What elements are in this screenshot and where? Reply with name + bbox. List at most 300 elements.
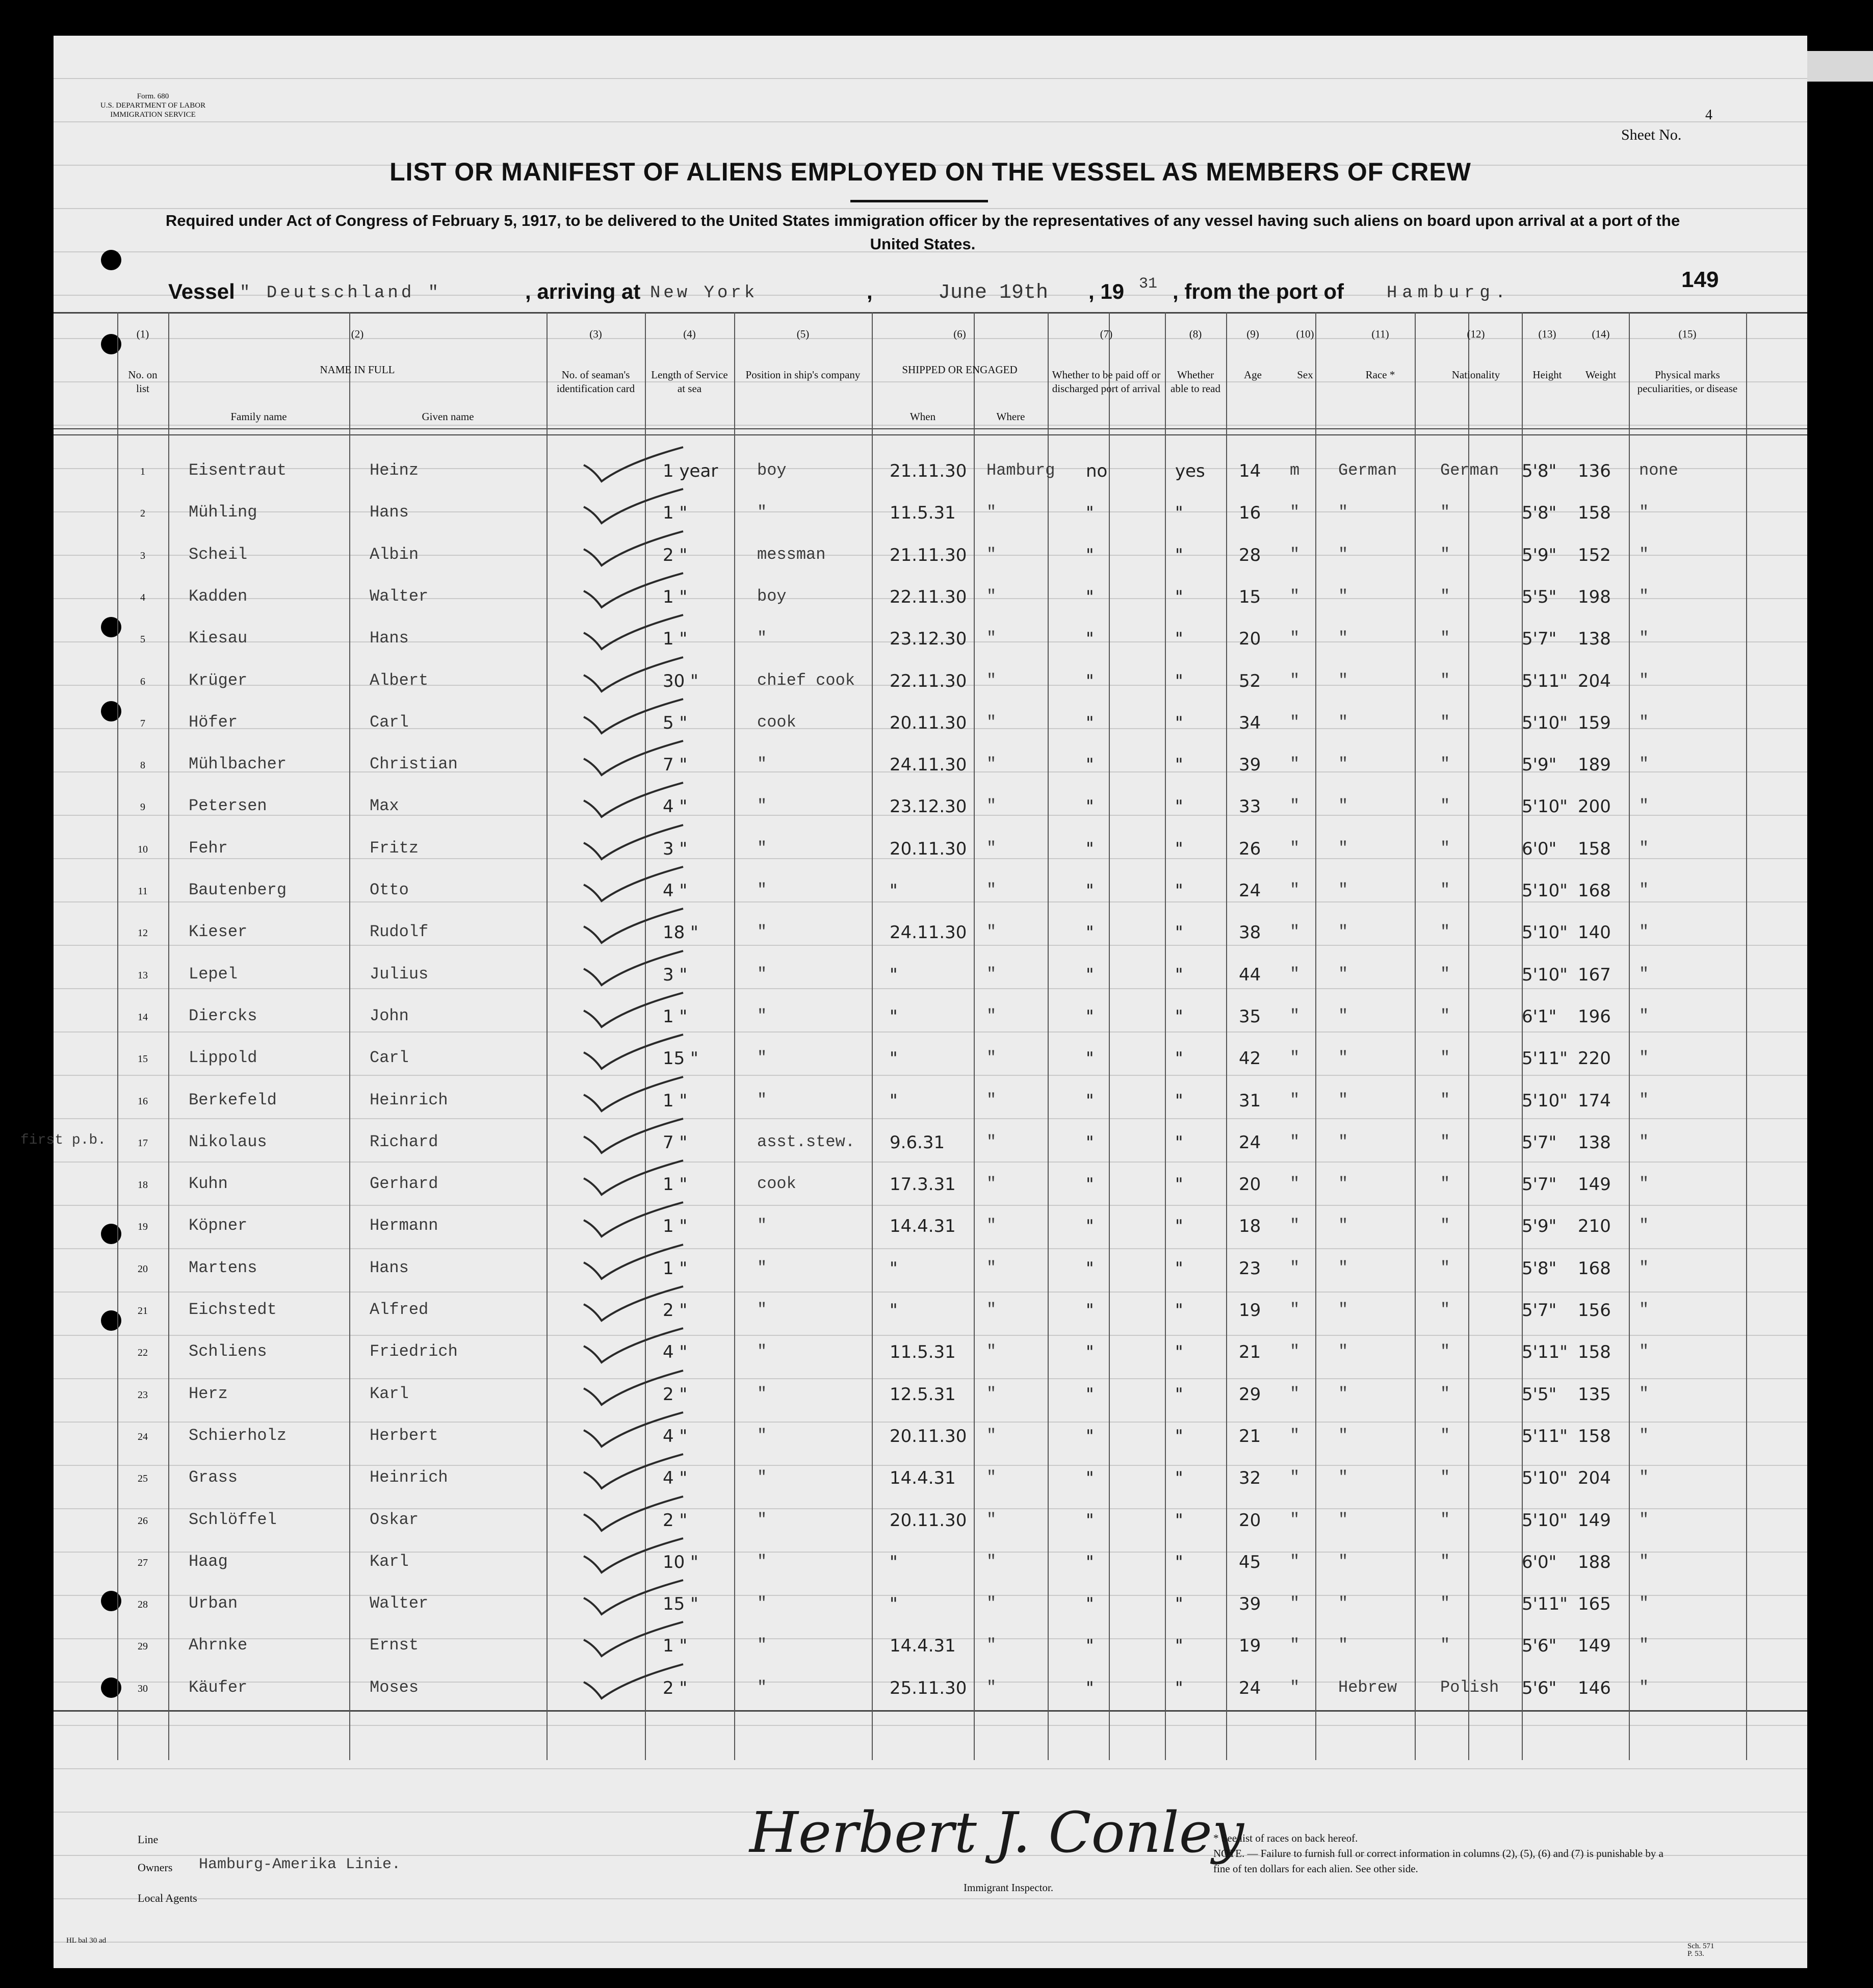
- physical-marks: ": [1639, 1342, 1649, 1361]
- shipped-date: 22.11.30: [890, 670, 967, 691]
- column-header: Length of Service at sea: [651, 369, 728, 395]
- service-length: 3 ": [663, 838, 688, 859]
- service-length: 7 ": [663, 1132, 688, 1153]
- physical-marks: ": [1639, 1636, 1649, 1655]
- ship-position: ": [757, 1552, 767, 1571]
- list-number: 21: [138, 1305, 148, 1316]
- list-number: 28: [138, 1599, 148, 1611]
- weight: 210: [1578, 1216, 1611, 1237]
- age: 20: [1239, 629, 1261, 650]
- family-name: Scheil: [189, 545, 248, 564]
- physical-marks: ": [1639, 1090, 1649, 1109]
- sex: ": [1290, 670, 1300, 690]
- height: 5'8": [1522, 461, 1557, 481]
- row-annotation: first p.b.: [20, 1132, 107, 1148]
- ship-position: ": [757, 964, 767, 984]
- service-length: 1 ": [663, 1174, 688, 1195]
- paid-off: ": [1086, 1552, 1094, 1572]
- sex: ": [1290, 1090, 1300, 1109]
- sex: ": [1290, 629, 1300, 648]
- race: ": [1338, 1636, 1348, 1655]
- weight: 167: [1578, 964, 1611, 985]
- family-name: Eisentraut: [189, 461, 287, 480]
- column-number: (10): [1296, 328, 1314, 340]
- height: 5'5": [1522, 1384, 1557, 1405]
- ship-position: ": [757, 1090, 767, 1109]
- physical-marks: ": [1639, 1384, 1649, 1403]
- ship-position: ": [757, 503, 767, 522]
- race: ": [1338, 629, 1348, 648]
- able-to-read: ": [1175, 796, 1183, 817]
- physical-marks: ": [1639, 712, 1649, 732]
- column-number: (3): [589, 328, 602, 340]
- family-name: Grass: [189, 1468, 238, 1487]
- shipped-place: ": [986, 1552, 997, 1571]
- checkmark-icon: [581, 990, 698, 1036]
- sex: ": [1290, 755, 1300, 774]
- given-name: Karl: [370, 1384, 409, 1403]
- table-header-bottom-rule: [54, 434, 1807, 435]
- column-subheader: When: [909, 410, 936, 423]
- race: ": [1338, 1174, 1348, 1194]
- physical-marks: ": [1639, 964, 1649, 984]
- physical-marks: ": [1639, 545, 1649, 564]
- list-number: 26: [138, 1515, 148, 1527]
- weight: 138: [1578, 1132, 1611, 1153]
- paid-off: ": [1086, 1048, 1094, 1069]
- family-name: Schliens: [189, 1342, 267, 1361]
- nationality: Polish: [1440, 1677, 1499, 1697]
- shipped-date: 12.5.31: [890, 1384, 956, 1405]
- crew-table: [20, 312, 1807, 1760]
- age: 21: [1239, 1342, 1261, 1363]
- sex: ": [1290, 1258, 1300, 1277]
- list-number: 15: [138, 1053, 148, 1065]
- column-header: No. on list: [128, 369, 158, 395]
- paid-off: ": [1086, 712, 1094, 733]
- paid-off: ": [1086, 1090, 1094, 1111]
- family-name: Mühling: [189, 503, 257, 522]
- checkmark-icon: [581, 571, 698, 616]
- nationality: ": [1440, 1048, 1450, 1068]
- family-name: Haag: [189, 1552, 228, 1571]
- weight: 149: [1578, 1510, 1611, 1531]
- able-to-read: ": [1175, 1552, 1183, 1572]
- given-name: Carl: [370, 712, 409, 732]
- given-name: Herbert: [370, 1426, 438, 1445]
- departure-port: Hamburg.: [1387, 283, 1511, 303]
- column-number: (12): [1467, 328, 1485, 340]
- weight: 168: [1578, 881, 1611, 901]
- column-header: Position in ship's company: [745, 369, 861, 381]
- vessel-name: " Deutschland ": [240, 283, 442, 303]
- height: 5'8": [1522, 1258, 1557, 1279]
- schedule-number: Sch. 571: [1687, 1942, 1714, 1950]
- service-length: 15 ": [663, 1594, 698, 1615]
- nationality: ": [1440, 1384, 1450, 1403]
- service-length: 4 ": [663, 796, 688, 817]
- paid-off: ": [1086, 1468, 1094, 1489]
- service-length: 1 ": [663, 1006, 688, 1027]
- height: 5'6": [1522, 1636, 1557, 1657]
- ship-position: boy: [757, 461, 787, 480]
- sex: ": [1290, 922, 1300, 942]
- penalty-note: NOTE. — Failure to furnish full or correct information in columns (2), (5), (6) and (7) is punishable by a fine of ten dollars for each alien. See other side.: [1213, 1847, 1663, 1875]
- checkmark-icon: [581, 1158, 698, 1204]
- given-name: Carl: [370, 1048, 409, 1068]
- vessel-label: Vessel: [168, 279, 235, 303]
- physical-marks: none: [1639, 461, 1678, 480]
- column-number: (1): [136, 328, 149, 340]
- table-top-rule: [54, 312, 1807, 314]
- physical-marks: ": [1639, 1132, 1649, 1151]
- paid-off: ": [1086, 881, 1094, 901]
- race-note: * See list of races on back hereof.: [1213, 1832, 1358, 1844]
- physical-marks: ": [1639, 1468, 1649, 1487]
- sex: ": [1290, 1342, 1300, 1361]
- arriving-label: , arriving at: [525, 279, 641, 303]
- service-length: 15 ": [663, 1048, 698, 1069]
- ship-position: ": [757, 629, 767, 648]
- nationality: ": [1440, 1090, 1450, 1109]
- race: ": [1338, 586, 1348, 606]
- nationality: ": [1440, 1216, 1450, 1235]
- nationality: ": [1440, 1258, 1450, 1277]
- checkmark-icon: [581, 1200, 698, 1246]
- shipped-date: 14.4.31: [890, 1216, 956, 1237]
- given-name: John: [370, 1006, 409, 1025]
- local-agents-label: Local Agents: [138, 1892, 197, 1904]
- weight: 158: [1578, 1426, 1611, 1447]
- paid-off: ": [1086, 1636, 1094, 1657]
- service-length: 2 ": [663, 1510, 688, 1531]
- shipped-date: ": [890, 1090, 898, 1111]
- given-name: Albert: [370, 670, 429, 690]
- race: ": [1338, 922, 1348, 942]
- weight: 198: [1578, 586, 1611, 607]
- family-name: Nikolaus: [189, 1132, 267, 1151]
- able-to-read: ": [1175, 1384, 1183, 1405]
- able-to-read: ": [1175, 1468, 1183, 1489]
- page-stamp-number: 149: [1681, 267, 1719, 292]
- physical-marks: ": [1639, 1552, 1649, 1571]
- nationality: ": [1440, 1342, 1450, 1361]
- service-length: 30 ": [663, 670, 698, 691]
- checkmark-icon: [581, 738, 698, 784]
- able-to-read: ": [1175, 1510, 1183, 1531]
- weight: 189: [1578, 755, 1611, 776]
- able-to-read: ": [1175, 1342, 1183, 1363]
- race: ": [1338, 964, 1348, 984]
- weight: 138: [1578, 629, 1611, 650]
- paid-off: ": [1086, 755, 1094, 776]
- height: 5'10": [1522, 1510, 1568, 1531]
- given-name: Julius: [370, 964, 429, 984]
- footer-notes: [1213, 1830, 1672, 1876]
- ship-position: ": [757, 1594, 767, 1613]
- given-name: Hans: [370, 503, 409, 522]
- age: 35: [1239, 1006, 1261, 1027]
- checkmark-icon: [581, 822, 698, 868]
- list-number: 22: [138, 1347, 148, 1359]
- given-name: Moses: [370, 1677, 419, 1697]
- checkmark-icon: [581, 780, 698, 826]
- list-number: 2: [140, 508, 145, 520]
- margin-code: HL bal 30 ad: [66, 1937, 107, 1945]
- column-number: (14): [1592, 328, 1610, 340]
- ship-position: cook: [757, 712, 796, 732]
- shipped-place: ": [986, 796, 997, 816]
- checkmark-icon: [581, 948, 698, 994]
- nationality: ": [1440, 922, 1450, 942]
- height: 5'10": [1522, 964, 1568, 985]
- nationality: ": [1440, 545, 1450, 564]
- checkmark-icon: [581, 1494, 698, 1540]
- weight: 220: [1578, 1048, 1611, 1069]
- shipped-place: ": [986, 922, 997, 942]
- paid-off: ": [1086, 1594, 1094, 1615]
- height: 5'8": [1522, 503, 1557, 524]
- sex: ": [1290, 1300, 1300, 1319]
- form-number: Form. 680: [137, 92, 169, 100]
- shipped-date: ": [890, 1594, 898, 1615]
- race: ": [1338, 796, 1348, 816]
- height: 5'11": [1522, 1342, 1568, 1363]
- shipped-date: 11.5.31: [890, 1342, 956, 1363]
- family-name: Berkefeld: [189, 1090, 277, 1109]
- able-to-read: ": [1175, 1006, 1183, 1027]
- from-port-label: , from the port of: [1173, 279, 1344, 303]
- family-name: Mühlbacher: [189, 755, 287, 774]
- ship-position: boy: [757, 586, 787, 606]
- paid-off: ": [1086, 964, 1094, 985]
- age: 39: [1239, 1594, 1261, 1615]
- service-length: 1 ": [663, 629, 688, 650]
- ship-position: ": [757, 1300, 767, 1319]
- column-number: (2): [351, 328, 364, 340]
- shipped-date: 22.11.30: [890, 586, 967, 607]
- age: 45: [1239, 1552, 1261, 1572]
- column-subheader: Where: [996, 410, 1025, 423]
- race: German: [1338, 461, 1397, 480]
- ship-position: ": [757, 1468, 767, 1487]
- checkmark-icon: [581, 696, 698, 742]
- nationality: ": [1440, 1006, 1450, 1025]
- shipped-date: ": [890, 1258, 898, 1279]
- sex: m: [1290, 461, 1300, 480]
- given-name: Richard: [370, 1132, 438, 1151]
- table-header-bottom-rule: [54, 428, 1807, 429]
- sex: ": [1290, 1510, 1300, 1529]
- shipped-date: 23.12.30: [890, 796, 967, 817]
- height: 5'5": [1522, 586, 1557, 607]
- shipped-date: 14.4.31: [890, 1636, 956, 1657]
- able-to-read: ": [1175, 1677, 1183, 1698]
- shipped-date: ": [890, 1006, 898, 1027]
- race: ": [1338, 1132, 1348, 1151]
- inspector-label: Immigrant Inspector.: [964, 1881, 1054, 1894]
- checkmark-icon: [581, 486, 698, 532]
- weight: 149: [1578, 1174, 1611, 1195]
- race: ": [1338, 545, 1348, 564]
- checkmark-icon: [581, 1242, 698, 1288]
- shipped-date: 20.11.30: [890, 712, 967, 733]
- given-name: Ernst: [370, 1636, 419, 1655]
- family-name: Lippold: [189, 1048, 257, 1068]
- nationality: ": [1440, 1426, 1450, 1445]
- sex: ": [1290, 1048, 1300, 1068]
- weight: 158: [1578, 1342, 1611, 1363]
- able-to-read: ": [1175, 1426, 1183, 1447]
- paid-off: ": [1086, 1384, 1094, 1405]
- sex: ": [1290, 1594, 1300, 1613]
- service-length: 1 ": [663, 586, 688, 607]
- list-number: 17: [138, 1137, 148, 1149]
- checkmark-icon: [581, 864, 698, 910]
- race: ": [1338, 1216, 1348, 1235]
- column-number: (15): [1678, 328, 1697, 340]
- family-name: Schlöffel: [189, 1510, 277, 1529]
- able-to-read: ": [1175, 1258, 1183, 1279]
- list-number: 4: [140, 591, 145, 603]
- column-number: (9): [1246, 328, 1259, 340]
- paid-off: ": [1086, 586, 1094, 607]
- column-header: Physical marks peculiarities, or disease: [1637, 369, 1738, 395]
- family-name: Urban: [189, 1594, 238, 1613]
- physical-marks: ": [1639, 1258, 1649, 1277]
- ship-position: ": [757, 1510, 767, 1529]
- list-number: 25: [138, 1473, 148, 1485]
- nationality: ": [1440, 964, 1450, 984]
- nationality: ": [1440, 1132, 1450, 1151]
- physical-marks: ": [1639, 670, 1649, 690]
- shipped-place: ": [986, 881, 997, 899]
- able-to-read: ": [1175, 586, 1183, 607]
- checkmark-icon: [581, 1116, 698, 1162]
- nationality: ": [1440, 1174, 1450, 1194]
- nationality: ": [1440, 881, 1450, 899]
- race: ": [1338, 1510, 1348, 1529]
- nationality: ": [1440, 629, 1450, 648]
- physical-marks: ": [1639, 1510, 1649, 1529]
- nationality: ": [1440, 838, 1450, 858]
- title-divider: [850, 200, 988, 202]
- sex: ": [1290, 838, 1300, 858]
- shipped-place: ": [986, 670, 997, 690]
- list-number: 8: [140, 760, 145, 771]
- checkmark-icon: [581, 1619, 698, 1665]
- service-length: 1 ": [663, 1090, 688, 1111]
- family-name: Kuhn: [189, 1174, 228, 1194]
- able-to-read: ": [1175, 1594, 1183, 1615]
- height: 5'10": [1522, 712, 1568, 733]
- shipped-place: ": [986, 1426, 997, 1445]
- weight: 188: [1578, 1552, 1611, 1572]
- shipped-place: ": [986, 1510, 997, 1529]
- physical-marks: ": [1639, 1426, 1649, 1445]
- shipped-date: ": [890, 1048, 898, 1069]
- paid-off: ": [1086, 838, 1094, 859]
- age: 38: [1239, 922, 1261, 943]
- race: ": [1338, 670, 1348, 690]
- height: 5'6": [1522, 1677, 1557, 1698]
- checkmark-icon: [581, 1578, 698, 1623]
- arrival-year: 31: [1139, 275, 1158, 293]
- family-name: Kiesau: [189, 629, 248, 648]
- paid-off: ": [1086, 1174, 1094, 1195]
- column-header: Nationality: [1451, 369, 1500, 381]
- given-name: Rudolf: [370, 922, 429, 942]
- checkmark-icon: [581, 612, 698, 658]
- family-name: Lepel: [189, 964, 238, 984]
- checkmark-icon: [581, 1032, 698, 1078]
- able-to-read: yes: [1175, 461, 1205, 481]
- list-number: 20: [138, 1263, 148, 1275]
- age: 26: [1239, 838, 1261, 859]
- age: 52: [1239, 670, 1261, 691]
- arrival-port: New York: [650, 283, 758, 303]
- checkmark-icon: [581, 1410, 698, 1456]
- service-length: 2 ": [663, 1677, 688, 1698]
- list-number: 27: [138, 1557, 148, 1568]
- able-to-read: ": [1175, 1090, 1183, 1111]
- able-to-read: ": [1175, 964, 1183, 985]
- arrival-date: June 19th: [938, 281, 1049, 304]
- sex: ": [1290, 1216, 1300, 1235]
- paid-off: ": [1086, 1216, 1094, 1237]
- list-number: 13: [138, 969, 148, 981]
- list-number: 1: [140, 466, 145, 477]
- given-name: Otto: [370, 881, 409, 899]
- page-subtitle: Required under Act of Congress of February 5, 1917, to be delivered to the United States immigration officer by the representatives of any vessel having such aliens on board upon arrival at a port of the United States.: [165, 212, 1680, 253]
- family-name: Käufer: [189, 1677, 248, 1697]
- physical-marks: ": [1639, 881, 1649, 899]
- nationality: ": [1440, 755, 1450, 774]
- age: 21: [1239, 1426, 1261, 1447]
- age: 33: [1239, 796, 1261, 817]
- list-number: 30: [138, 1683, 148, 1694]
- owners-value: Hamburg-Amerika Linie.: [199, 1856, 401, 1873]
- checkmark-icon: [581, 1326, 698, 1372]
- shipped-place: ": [986, 1090, 997, 1109]
- height: 5'11": [1522, 1426, 1568, 1447]
- age: 34: [1239, 712, 1261, 733]
- weight: 168: [1578, 1258, 1611, 1279]
- given-name: Oskar: [370, 1510, 419, 1529]
- column-header: Race *: [1365, 369, 1395, 381]
- checkmark-icon: [581, 1536, 698, 1582]
- column-header: SHIPPED OR ENGAGED: [902, 364, 1018, 376]
- weight: 200: [1578, 796, 1611, 817]
- family-name: Köpner: [189, 1216, 248, 1235]
- column-number: (6): [953, 328, 966, 340]
- family-name: Kieser: [189, 922, 248, 942]
- service-length: 2 ": [663, 1300, 688, 1321]
- given-name: Karl: [370, 1552, 409, 1571]
- service-length: 5 ": [663, 712, 688, 733]
- list-number: 3: [140, 550, 145, 561]
- owners-label: Owners: [138, 1861, 173, 1874]
- weight: 159: [1578, 712, 1611, 733]
- age: 18: [1239, 1216, 1261, 1237]
- checkmark-icon: [581, 445, 698, 490]
- list-number: 19: [138, 1221, 148, 1233]
- age: 28: [1239, 545, 1261, 565]
- sex: ": [1290, 1677, 1300, 1697]
- shipped-place: ": [986, 1258, 997, 1277]
- list-number: 23: [138, 1389, 148, 1401]
- list-number: 5: [140, 634, 145, 646]
